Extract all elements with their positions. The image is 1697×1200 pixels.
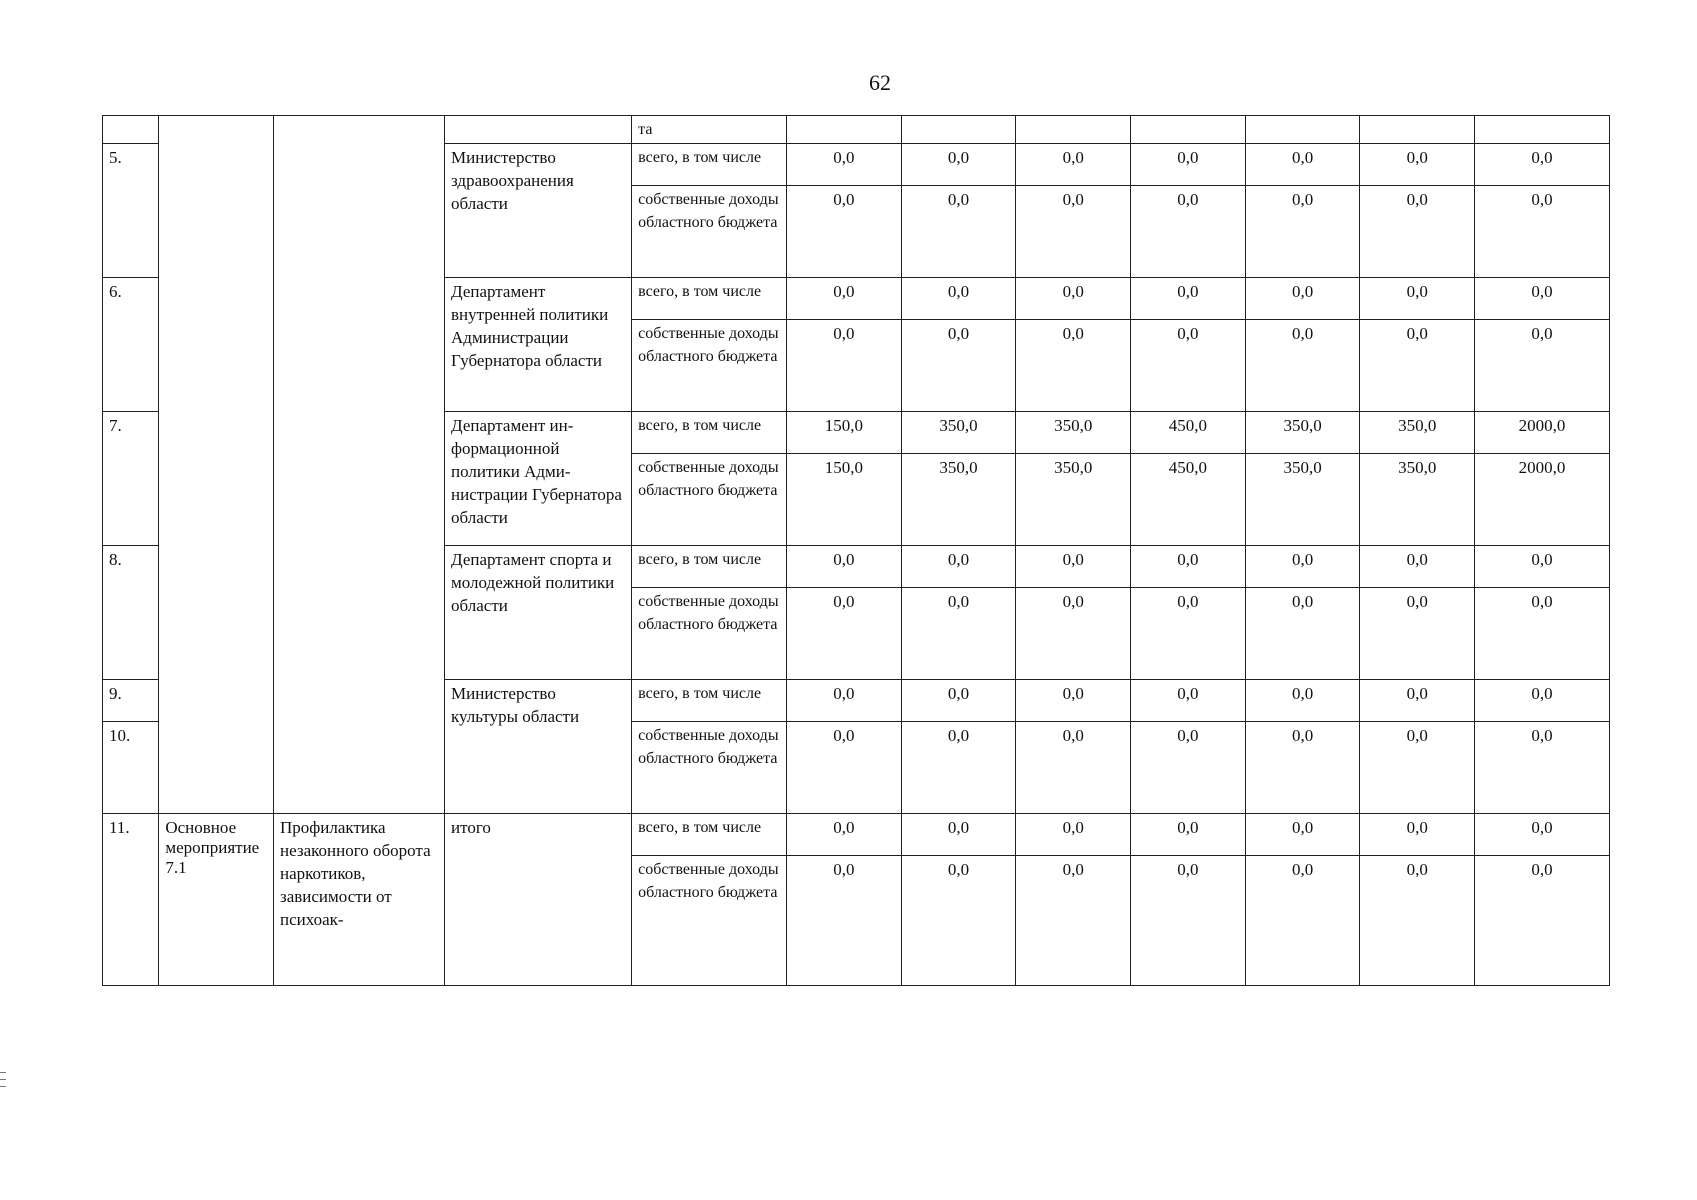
value-cell: 0,0: [1245, 278, 1360, 320]
value-cell: 150,0: [787, 454, 902, 546]
value-cell: 0,0: [1360, 144, 1475, 186]
value-cell: 0,0: [1016, 588, 1131, 680]
value-cell: 350,0: [1245, 454, 1360, 546]
value-cell: 0,0: [787, 814, 902, 856]
value-cell: 0,0: [1016, 856, 1131, 986]
funding-kind-cell: всего, в том числе: [632, 814, 787, 856]
value-cell: 0,0: [1245, 546, 1360, 588]
funding-kind-cell: всего, в том числе: [632, 278, 787, 320]
value-cell: 0,0: [1360, 814, 1475, 856]
value-cell: 450,0: [1131, 412, 1246, 454]
org-cell: [445, 116, 632, 144]
row-index-cell: 11.: [103, 814, 159, 986]
value-cell: [787, 116, 902, 144]
value-cell: 350,0: [1360, 454, 1475, 546]
value-cell: 0,0: [787, 680, 902, 722]
value-cell: 0,0: [1016, 186, 1131, 278]
organization-cell: Министерство здравоохранения области: [445, 144, 632, 278]
value-cell: 0,0: [1016, 680, 1131, 722]
value-cell: 0,0: [1245, 680, 1360, 722]
value-cell: 0,0: [901, 680, 1016, 722]
funding-kind-cell: собственные доходы областного бюджета: [632, 722, 787, 814]
value-cell: 0,0: [787, 144, 902, 186]
value-cell: [1245, 116, 1360, 144]
value-cell: 0,0: [1016, 144, 1131, 186]
value-cell: 0,0: [901, 144, 1016, 186]
funding-kind-cell: собственные доходы областного бюджета: [632, 186, 787, 278]
table-row: [103, 814, 1610, 856]
value-cell: 350,0: [1016, 412, 1131, 454]
value-cell: 0,0: [787, 722, 902, 814]
value-cell: 0,0: [1360, 588, 1475, 680]
value-cell: [1016, 116, 1131, 144]
value-cell: 0,0: [787, 320, 902, 412]
organization-cell: Департамент внутренней политики Администрации Губернатора области: [445, 278, 632, 412]
value-cell: 0,0: [787, 186, 902, 278]
value-cell: 450,0: [1131, 454, 1246, 546]
value-cell: [1131, 116, 1246, 144]
value-cell: 0,0: [1131, 144, 1246, 186]
organization-cell: Министерство культуры области: [445, 680, 632, 814]
value-cell: 0,0: [1245, 814, 1360, 856]
funding-kind-cell: собственные доходы областного бюджета: [632, 454, 787, 546]
value-cell: 0,0: [1245, 588, 1360, 680]
row-index-cell: 6.: [103, 278, 159, 412]
value-cell: 0,0: [1360, 320, 1475, 412]
page-number: 62: [869, 70, 891, 95]
value-cell: 0,0: [1016, 722, 1131, 814]
value-cell: 350,0: [901, 454, 1016, 546]
value-cell: 0,0: [1131, 814, 1246, 856]
value-cell: 0,0: [1131, 278, 1246, 320]
value-cell: 0,0: [901, 320, 1016, 412]
value-cell: 0,0: [787, 278, 902, 320]
funding-kind-cell: собственные доходы областного бюджета: [632, 856, 787, 986]
value-cell: 0,0: [1360, 680, 1475, 722]
value-cell: 0,0: [1131, 680, 1246, 722]
value-cell: 0,0: [1245, 722, 1360, 814]
value-cell: 0,0: [787, 546, 902, 588]
value-cell: 0,0: [901, 588, 1016, 680]
value-cell: 0,0: [1131, 588, 1246, 680]
value-cell: 0,0: [1360, 856, 1475, 986]
funding-kind-cell: всего, в том числе: [632, 412, 787, 454]
value-cell: 0,0: [1475, 856, 1610, 986]
value-cell: 0,0: [1475, 722, 1610, 814]
value-cell: 0,0: [1360, 546, 1475, 588]
value-cell: 0,0: [1245, 320, 1360, 412]
value-cell: 0,0: [787, 856, 902, 986]
funding-kind-cell: всего, в том числе: [632, 546, 787, 588]
value-cell: 0,0: [1360, 722, 1475, 814]
funding-kind-cell: всего, в том числе: [632, 680, 787, 722]
value-cell: 0,0: [901, 814, 1016, 856]
value-cell: 0,0: [901, 186, 1016, 278]
value-cell: 0,0: [1360, 186, 1475, 278]
value-cell: 0,0: [1131, 722, 1246, 814]
title-cell: Профилактика незаконного оборота наркотиков, зависимости от психоак-: [274, 814, 445, 986]
row-index-cell: 7.: [103, 412, 159, 546]
value-cell: [1475, 116, 1610, 144]
value-cell: 350,0: [1245, 412, 1360, 454]
status-cell: [159, 116, 274, 814]
table-row: [103, 116, 1610, 144]
organization-cell: Департамент спорта и молодежной политики области: [445, 546, 632, 680]
row-index-cell: 9.: [103, 680, 159, 722]
row-index-cell: 10.: [103, 722, 159, 814]
value-cell: 0,0: [1131, 546, 1246, 588]
funding-kind-cell: собственные доходы областного бюджета: [632, 320, 787, 412]
value-cell: 0,0: [901, 278, 1016, 320]
funding-kind-cell: всего, в том числе: [632, 144, 787, 186]
value-cell: [901, 116, 1016, 144]
value-cell: 0,0: [1475, 814, 1610, 856]
value-cell: [1360, 116, 1475, 144]
organization-cell: Департамент информационной политики Администрации Губернатора области: [445, 412, 632, 546]
funding-kind-cell: та: [632, 116, 787, 144]
value-cell: 0,0: [1245, 856, 1360, 986]
value-cell: 350,0: [1360, 412, 1475, 454]
organization-cell: итого: [445, 814, 632, 986]
value-cell: 0,0: [1475, 680, 1610, 722]
value-cell: 2000,0: [1475, 454, 1610, 546]
value-cell: 0,0: [1016, 320, 1131, 412]
value-cell: 0,0: [1360, 278, 1475, 320]
value-cell: 0,0: [1475, 320, 1610, 412]
value-cell: 0,0: [1475, 278, 1610, 320]
table-body: [103, 116, 1610, 986]
value-cell: 0,0: [1475, 546, 1610, 588]
value-cell: 0,0: [787, 588, 902, 680]
value-cell: 0,0: [1131, 856, 1246, 986]
value-cell: 0,0: [1245, 144, 1360, 186]
value-cell: 350,0: [901, 412, 1016, 454]
value-cell: 0,0: [1016, 546, 1131, 588]
value-cell: 2000,0: [1475, 412, 1610, 454]
value-cell: 0,0: [1475, 144, 1610, 186]
status-cell: Основное мероприятие 7.1: [159, 814, 274, 986]
title-cell: [274, 116, 445, 814]
value-cell: 0,0: [901, 546, 1016, 588]
budget-table: [102, 115, 1610, 986]
funding-kind-cell: собственные доходы областного бюджета: [632, 588, 787, 680]
value-cell: 0,0: [1475, 186, 1610, 278]
value-cell: 0,0: [1245, 186, 1360, 278]
row-index-cell: 8.: [103, 546, 159, 680]
value-cell: 150,0: [787, 412, 902, 454]
value-cell: 0,0: [1016, 278, 1131, 320]
value-cell: 350,0: [1016, 454, 1131, 546]
margin-marks: [0, 1072, 6, 1093]
row-index-cell: 5.: [103, 144, 159, 278]
value-cell: 0,0: [1016, 814, 1131, 856]
value-cell: 0,0: [1131, 320, 1246, 412]
value-cell: 0,0: [901, 856, 1016, 986]
value-cell: 0,0: [1475, 588, 1610, 680]
value-cell: 0,0: [901, 722, 1016, 814]
value-cell: 0,0: [1131, 186, 1246, 278]
row-index-cell: [103, 116, 159, 144]
